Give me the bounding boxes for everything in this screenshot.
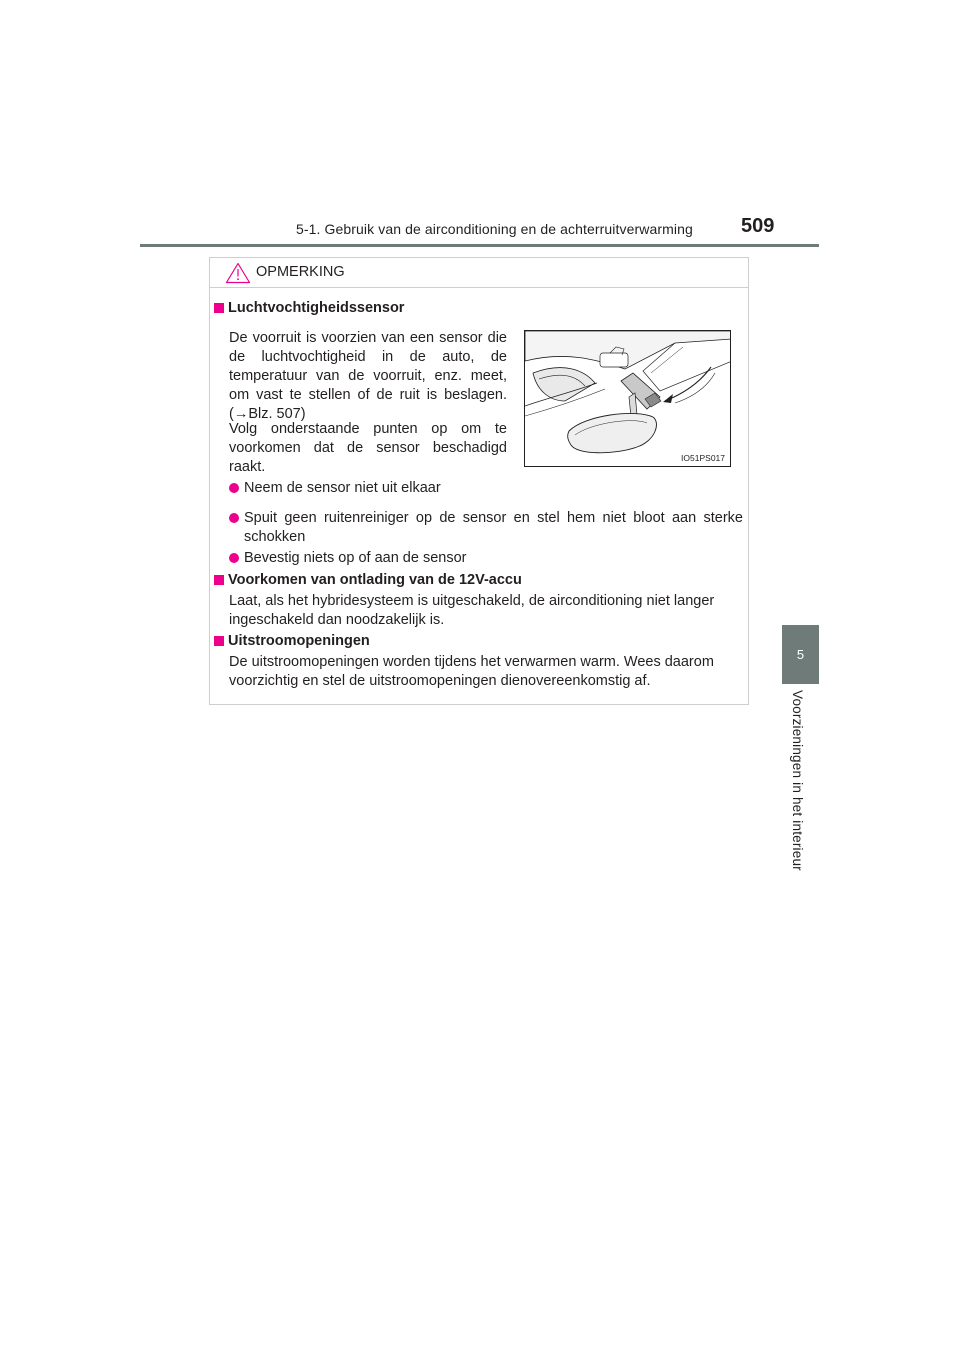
bullet-dot-icon: [229, 483, 239, 493]
mirror-sensor-drawing: [525, 331, 731, 467]
chapter-number: 5: [796, 647, 805, 662]
header-divider: [140, 244, 819, 247]
list-item-text: Spuit geen ruitenreiniger op de sensor en stel hem niet bloot aan sterke schokken: [244, 510, 743, 545]
list-item: [229, 509, 743, 549]
section-title: 5-1. Gebruik van de airconditioning en de achterruitverwarming: [296, 221, 693, 237]
section-heading-text: Uitstroomopeningen: [228, 633, 370, 649]
section-heading-text: Voorkomen van ontlading van de 12V-accu: [228, 572, 522, 588]
paragraph: Laat, als het hybridesysteem is uitgeschakeld, de airconditioning niet langer ingeschakeld dan noodzakelijk is.: [229, 593, 715, 628]
section-heading: [214, 572, 522, 588]
paragraph: De uitstroomopeningen worden tijdens het verwarmen warm. Wees daarom voorzichtig en stel de uitstroomopeningen dienovereenkomstig af.: [229, 654, 714, 689]
bullet-dot-icon: [229, 553, 239, 563]
notice-title: OPMERKING: [256, 264, 345, 280]
bullet-dot-icon: [229, 513, 239, 523]
page-number: 509: [741, 215, 775, 237]
section-heading: [214, 633, 370, 649]
paragraph: De voorruit is voorzien van een sensor die de luchtvochtigheid in de auto, de temperatuur van de voorruit, enz. meet, om vast te stellen of de ruit is beslagen. (→Blz. 507): [229, 330, 507, 422]
warning-icon: [225, 262, 251, 284]
section-heading: [214, 300, 404, 316]
list-item: [229, 549, 743, 568]
notice-header: [210, 258, 748, 288]
illustration-code: IO51PS017: [681, 453, 725, 463]
square-bullet-icon: [214, 575, 224, 585]
list-item-text: Bevestig niets op of aan de sensor: [244, 550, 467, 566]
paragraph: Volg onderstaande punten op om te voorkomen dat de sensor beschadigd raakt.: [229, 421, 507, 475]
sensor-illustration: [524, 330, 731, 467]
section-heading-text: Luchtvochtigheidssensor: [228, 300, 405, 316]
chapter-title: Voorzieningen in het interieur: [790, 690, 805, 871]
square-bullet-icon: [214, 636, 224, 646]
square-bullet-icon: [214, 303, 224, 313]
list-item-text: Neem de sensor niet uit elkaar: [244, 480, 441, 496]
list-item: [229, 479, 519, 498]
chapter-tab: [782, 625, 819, 684]
